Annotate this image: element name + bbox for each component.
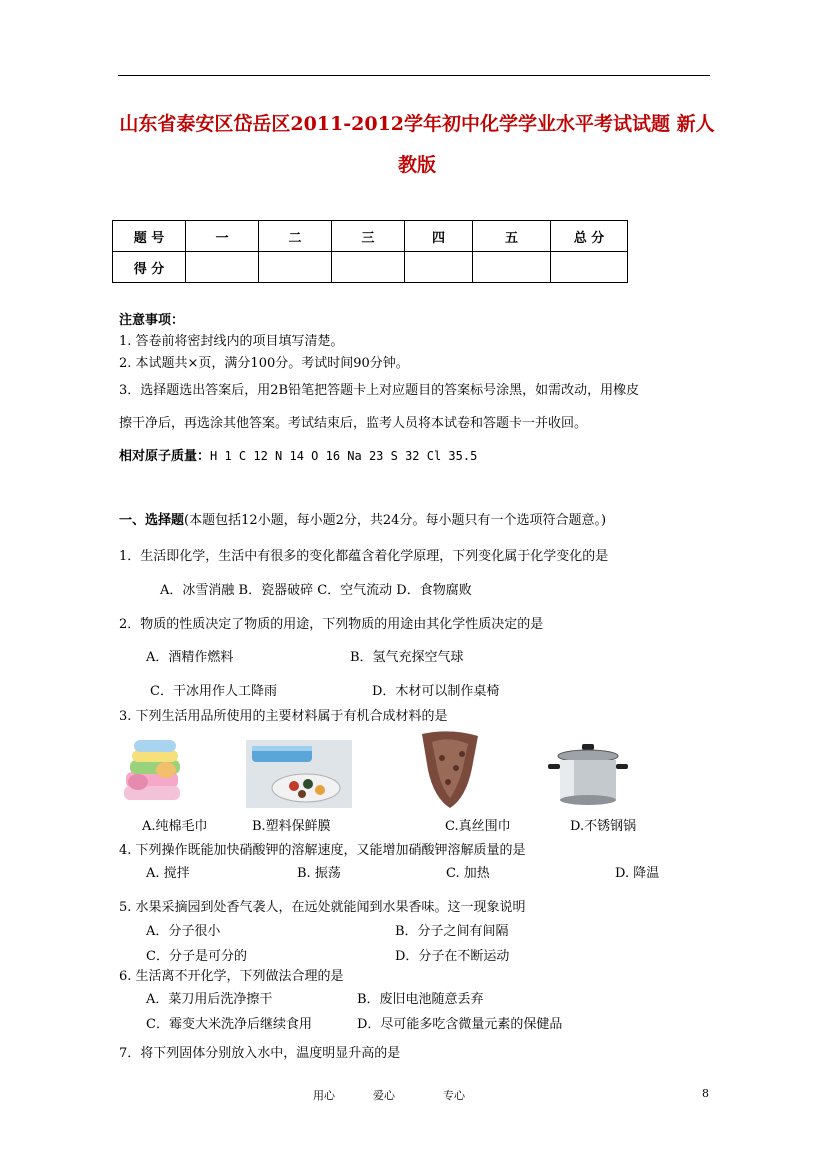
question-stem: 4. 下列操作既能加快硝酸钾的溶解速度，又能增加硝酸钾溶解质量的是 [119,843,526,858]
exam-title-line2: 教版 [397,154,436,176]
note-item: 3．选择题选出答案后，用2B铅笔把答题卡上对应题目的答案标号涂黑，如需改动，用橡皮 [119,383,640,398]
score-cell: 题 号 [113,221,186,252]
option-d: D．尽可能多吃含微量元素的保健品 [357,1017,563,1032]
option-c: C. 加热 [446,866,490,881]
option-a: A. 搅拌 [146,866,190,881]
atomic-mass-values: H 1 C 12 N 14 O 16 Na 23 S 32 Cl 35.5 [210,449,478,463]
option-b: B．分子之间有间隔 [395,924,509,939]
option-b: B.塑料保鲜膜 [252,819,331,834]
score-input-cell[interactable] [332,252,405,283]
score-cell: 得 分 [113,252,186,283]
option-a: A．酒精作燃料 [146,650,234,665]
question-stem: 1．生活即化学，生活中有很多的变化都蕴含着化学原理，下列变化属于化学变化的是 [119,549,609,564]
option-d: D．分子在不断运动 [395,949,510,964]
option-d: D.不锈钢锅 [570,819,637,834]
score-cell: 四 [405,221,473,252]
option-c: C．霉变大米洗净后继续食用 [146,1017,312,1032]
page-number: 8 [702,1087,709,1100]
option-b: B．氢气充探空气球 [350,650,464,665]
plastic-wrap-image [246,740,352,808]
score-input-cell[interactable] [259,252,332,283]
note-item: 擦干净后，再选涂其他答案。考试结束后，监考人员将本试卷和答题卡一并收回。 [119,416,588,431]
section-heading [119,509,606,528]
question-stem: 7．将下列固体分别放入水中，温度明显升高的是 [119,1046,401,1061]
question-stem: 3. 下列生活用品所使用的主要材料属于有机合成材料的是 [119,709,448,724]
option-a: A.纯棉毛巾 [142,819,208,834]
atomic-mass-line [119,445,477,464]
option-b: B．废旧电池随意丢弃 [357,992,484,1007]
option-d: D．木材可以制作桌椅 [372,684,500,699]
score-input-cell[interactable] [186,252,259,283]
score-cell: 一 [186,221,259,252]
option-a: A．菜刀用后洗净擦干 [146,992,273,1007]
footer-text: 用心 [313,1089,335,1102]
exam-title-line1: 山东省泰安区岱岳区2011-2012学年初中化学学业水平考试试题 新人 [119,113,715,135]
score-cell: 二 [259,221,332,252]
section-heading-label: 一、选择题 [119,513,185,528]
option-b: B. 振荡 [297,866,341,881]
option-c: C．分子是可分的 [146,949,247,964]
score-input-cell[interactable] [551,252,628,283]
steel-pot-image [546,742,630,810]
option-a: A．分子很小 [146,924,221,939]
score-cell: 总 分 [551,221,628,252]
question-options: A．冰雪消融 B．瓷器破碎 C．空气流动 D．食物腐败 [160,583,472,598]
note-item: 2. 本试题共×页，满分100分。考试时间90分钟。 [119,356,409,371]
question-stem: 5. 水果采摘园到处香气袭人，在远处就能闻到水果香味。这一现象说明 [119,900,526,915]
notes-heading: 注意事项： [119,313,185,328]
footer-text: 爱心 [373,1089,395,1102]
atomic-mass-label: 相对原子质量： [119,449,211,464]
option-d: D. 降温 [615,866,660,881]
section-heading-desc: (本题包括12小题，每小题2分，共24分。每小题只有一个选项符合题意。) [184,513,607,528]
towels-image [120,732,188,808]
score-table-score-row [113,252,628,283]
score-input-cell[interactable] [405,252,473,283]
score-cell: 五 [473,221,551,252]
option-c: C．干冰用作人工降雨 [150,684,277,699]
question-stem: 6. 生活离不开化学，下列做法合理的是 [119,969,344,984]
header-rule [118,75,710,76]
score-input-cell[interactable] [473,252,551,283]
silk-scarf-image [412,728,488,810]
note-item: 1. 答卷前将密封线内的项目填写清楚。 [119,334,344,349]
question-stem: 2．物质的性质决定了物质的用途，下列物质的用途由其化学性质决定的是 [119,617,544,632]
option-c: C.真丝围巾 [445,819,511,834]
footer-text: 专心 [443,1089,465,1102]
score-table-header-row [113,221,628,252]
score-cell: 三 [332,221,405,252]
score-table [112,220,628,283]
